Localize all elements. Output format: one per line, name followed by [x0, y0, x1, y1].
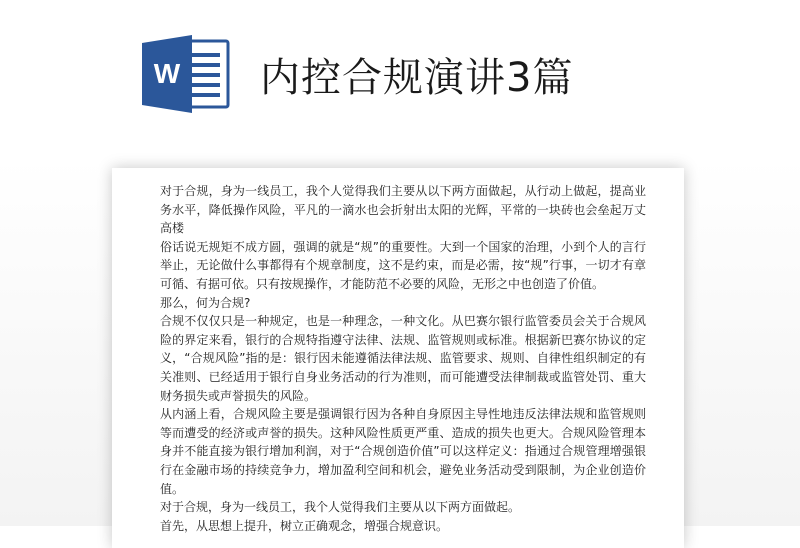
- paragraph-2: 俗话说无规矩不成方圆，强调的就是“规”的重要性。大到一个国家的治理，小到个人的言行举止，无论做什么事都得有个规章制度，这不是约束，而是必需，按“规”行事，一切才有章可循、有据可依。只有按规操作，才能防范不必要的风险，无形之中也创造了价值。: [160, 239, 646, 291]
- paragraph-4: 合规不仅仅只是一种规定，也是一种理念，一种文化。从巴赛尔银行监管委员会关于合规风险的界定来看，银行的合规特指遵守法律、法规、监管规则或标准。根据新巴赛尔协议的定义，“合规风险”指的是：银行因未能遵循法律法规、监管要求、规则、自律性组织制定的有关准则、已经适用于银行自身业务活动的行为准则，而可能遭受法律制裁或监管处罚、重大财务损失或声誉损失的风险。: [160, 314, 646, 403]
- word-document-icon: [140, 33, 232, 115]
- page-title: 内控合规演讲3篇: [260, 55, 574, 101]
- paragraph-5: 从内涵上看，合规风险主要是强调银行因为各种自身原因主导性地违反法律法规和监管规则等而遭受的经济或声誉的损失。这种风险性质更严重、造成的损失也更大。合规风险管理本身并不能直接为银行增加利润，对于“合规创造价值”可以这样定义：指通过合规管理增强银行在金融市场的持续竞争力，增加盈利空间和机会，避免业务活动受到限制，为企业创造价值。: [160, 407, 646, 496]
- paragraph-1: 对于合规，身为一线员工，我个人觉得我们主要从以下两方面做起，从行动上做起，提高业务水平，降低操作风险，平凡的一滴水也会折射出太阳的光辉，平常的一块砖也会垒起万丈高楼: [160, 184, 646, 236]
- paragraph-7: 首先，从思想上提升，树立正确观念，增强合规意识。: [160, 518, 449, 533]
- paragraph-6: 对于合规，身为一线员工，我个人觉得我们主要从以下两方面做起。: [160, 500, 521, 515]
- header: [0, 0, 800, 150]
- paragraph-3: 那么，何为合规?: [160, 295, 251, 310]
- word-icon-letter: W: [153, 58, 181, 89]
- document-page: [112, 168, 684, 548]
- document-body: [160, 182, 646, 535]
